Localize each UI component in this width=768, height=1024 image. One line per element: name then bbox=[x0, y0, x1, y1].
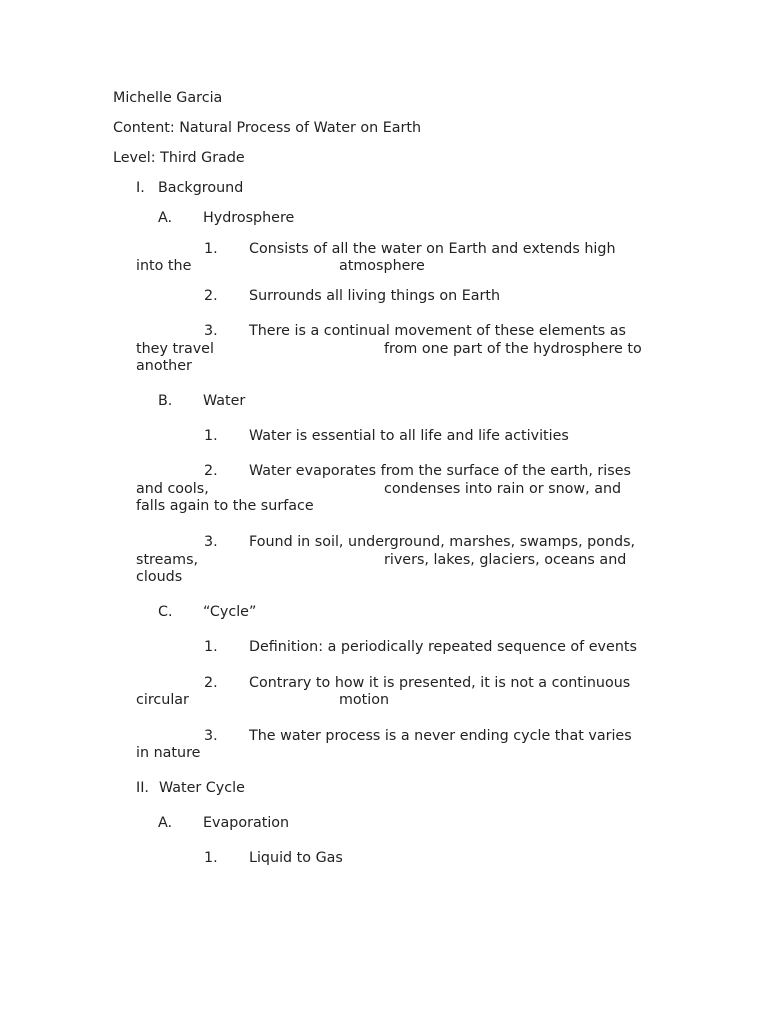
subsection-letter: B. bbox=[158, 393, 173, 409]
level-line: Level: Third Grade bbox=[113, 150, 245, 166]
item-number: 1. bbox=[204, 428, 218, 444]
section-number: I. bbox=[136, 180, 145, 196]
item-text: circular bbox=[136, 692, 189, 708]
item-number: 3. bbox=[204, 728, 218, 744]
item-text: Water is essential to all life and life activities bbox=[249, 428, 569, 444]
item-text: streams, bbox=[136, 552, 199, 568]
subsection-letter: A. bbox=[158, 815, 173, 831]
item-number: 3. bbox=[204, 323, 218, 339]
item-number: 1. bbox=[204, 241, 218, 257]
item-text: rivers, lakes, glaciers, oceans and bbox=[384, 552, 627, 568]
content-line: Content: Natural Process of Water on Earth bbox=[113, 120, 422, 136]
item-number: 3. bbox=[204, 534, 218, 550]
section-number: II. bbox=[136, 780, 149, 796]
item-text: falls again to the surface bbox=[136, 498, 314, 514]
item-text: Definition: a periodically repeated sequence of events bbox=[249, 639, 637, 655]
item-text: from one part of the hydrosphere to bbox=[384, 341, 642, 357]
item-number: 1. bbox=[204, 850, 218, 866]
item-text: condenses into rain or snow, and bbox=[384, 481, 622, 497]
item-text: Liquid to Gas bbox=[249, 850, 343, 866]
item-text: another bbox=[136, 358, 192, 374]
item-number: 2. bbox=[204, 288, 218, 304]
author-name: Michelle Garcia bbox=[113, 90, 223, 106]
item-text: Found in soil, underground, marshes, swamps, ponds, bbox=[249, 534, 636, 550]
subsection-letter: C. bbox=[158, 604, 173, 620]
item-text: Contrary to how it is presented, it is not a continuous bbox=[249, 675, 631, 691]
item-text: they travel bbox=[136, 341, 214, 357]
item-text: Water evaporates from the surface of the earth, rises bbox=[249, 463, 631, 479]
item-text: atmosphere bbox=[339, 258, 425, 274]
item-text: and cools, bbox=[136, 481, 209, 497]
item-number: 1. bbox=[204, 639, 218, 655]
subsection-letter: A. bbox=[158, 210, 173, 226]
item-text: clouds bbox=[136, 569, 183, 585]
item-text: Consists of all the water on Earth and extends high bbox=[249, 241, 616, 257]
item-text: Surrounds all living things on Earth bbox=[249, 288, 501, 304]
subsection-heading: Water bbox=[203, 393, 246, 409]
item-text: in nature bbox=[136, 745, 201, 761]
item-text: into the bbox=[136, 258, 192, 274]
section-heading: Background bbox=[158, 180, 244, 196]
subsection-heading: Evaporation bbox=[203, 815, 290, 831]
item-text: The water process is a never ending cycle that varies bbox=[249, 728, 632, 744]
section-heading: Water Cycle bbox=[159, 780, 245, 796]
item-number: 2. bbox=[204, 675, 218, 691]
subsection-heading: “Cycle” bbox=[203, 604, 257, 620]
subsection-heading: Hydrosphere bbox=[203, 210, 295, 226]
item-text: motion bbox=[339, 692, 390, 708]
item-text: There is a continual movement of these elements as bbox=[249, 323, 627, 339]
item-number: 2. bbox=[204, 463, 218, 479]
